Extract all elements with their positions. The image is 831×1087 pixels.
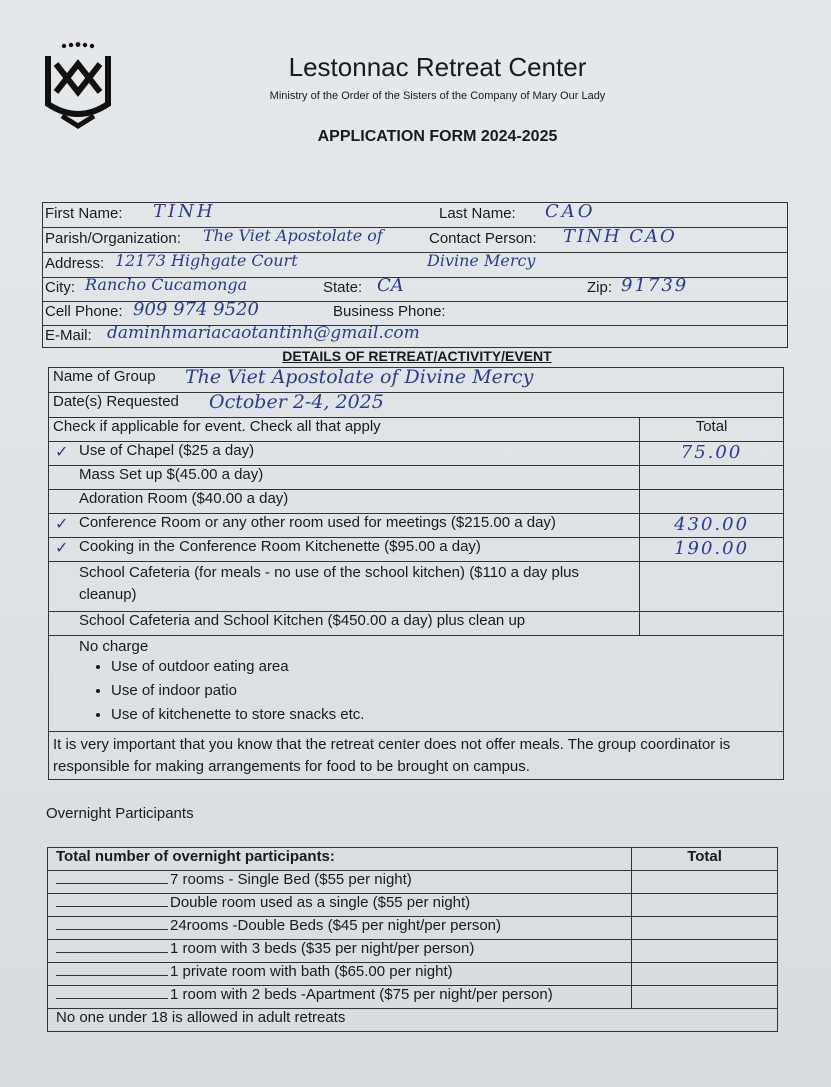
contact-person-label: Contact Person: (429, 230, 537, 247)
last-name-label: Last Name: (439, 205, 516, 222)
count-blank[interactable] (56, 917, 168, 930)
table-row (48, 871, 778, 894)
room-total-cell[interactable] (632, 963, 778, 986)
room-total-cell[interactable] (632, 917, 778, 940)
item-row (49, 612, 784, 636)
room-option-label: 1 room with 3 beds ($35 per night/per person) (170, 940, 475, 957)
email-label: E-Mail: (45, 327, 92, 344)
item-row (49, 490, 784, 514)
cell-phone-field[interactable]: 909 974 9520 (133, 299, 259, 320)
overnight-header-row (48, 848, 778, 871)
last-name-field[interactable]: CAO (545, 201, 596, 222)
age-notice-row (48, 1009, 778, 1032)
item-row (49, 466, 784, 490)
room-option-label: 24rooms -Double Beds ($45 per night/per person) (170, 917, 502, 934)
no-charge-label: No charge (79, 638, 149, 655)
zip-field[interactable]: 91739 (621, 275, 689, 296)
dates-label: Date(s) Requested (53, 393, 179, 410)
age-notice: No one under 18 is allowed in adult retreats (48, 1009, 778, 1032)
center-title: Lestonnac Retreat Center (288, 52, 587, 82)
first-name-label: First Name: (45, 205, 123, 222)
parish-row (43, 228, 787, 253)
item-row (49, 538, 784, 562)
cafeteria-kitchen-total[interactable] (640, 612, 784, 636)
checkmark-icon[interactable]: ✓ (55, 444, 69, 461)
chapel-label: Use of Chapel ($25 a day) (79, 442, 255, 459)
parish-label: Parish/Organization: (45, 230, 181, 247)
email-row (43, 325, 787, 349)
dates-row (49, 393, 784, 418)
room-option-label: 1 private room with bath ($65.00 per night) (170, 963, 453, 980)
item-row (49, 562, 784, 612)
table-row (48, 963, 778, 986)
cafeteria-label: School Cafeteria (for meals - no use of the school kitchen) ($110 a day plus cleanup) (79, 564, 579, 603)
kitchenette-total[interactable]: 190.00 (640, 538, 784, 562)
adoration-room-label: Adoration Room ($40.00 a day) (79, 490, 289, 507)
count-blank[interactable] (56, 963, 168, 976)
address-field[interactable]: 12173 Highgate Court (115, 251, 298, 270)
room-total-cell[interactable] (632, 894, 778, 917)
business-phone-label: Business Phone: (333, 303, 446, 320)
conference-room-label: Conference Room or any other room used for meetings ($215.00 a day) (79, 514, 556, 531)
parish-field[interactable]: The Viet Apostolate of (203, 226, 383, 245)
address-label: Address: (45, 255, 105, 272)
item-row (49, 514, 784, 538)
count-blank[interactable] (56, 894, 168, 907)
item-row (49, 442, 784, 466)
city-field[interactable]: Rancho Cucamonga (85, 275, 248, 294)
room-option-label: Double room used as a single ($55 per night) (170, 894, 471, 911)
cafeteria-kitchen-label: School Cafeteria and School Kitchen ($450.00 a day) plus clean up (79, 612, 526, 629)
table-row (48, 917, 778, 940)
list-item: • Use of indoor patio (111, 679, 779, 703)
overnight-table (47, 847, 778, 1032)
list-item: • Use of kitchenette to store snacks etc. (111, 703, 779, 727)
name-row (43, 203, 787, 228)
contact-info-box (42, 202, 788, 348)
overnight-total-header: Total (632, 848, 778, 871)
table-row (48, 986, 778, 1009)
dates-field[interactable]: October 2-4, 2025 (209, 391, 384, 413)
email-field[interactable]: daminhmariacaotantinh@gmail.com (107, 323, 420, 343)
table-row (48, 894, 778, 917)
no-charge-row (49, 636, 784, 732)
overnight-title: Overnight Participants (46, 805, 194, 822)
lestonnac-logo (38, 42, 118, 132)
notice-row (49, 732, 784, 780)
room-option-label: 1 room with 2 beds -Apartment ($75 per night/per person) (170, 986, 553, 1003)
total-header: Total (640, 418, 784, 442)
details-section-title: DETAILS OF RETREAT/ACTIVITY/EVENT (282, 348, 552, 364)
zip-label: Zip: (587, 279, 613, 296)
room-total-cell[interactable] (632, 871, 778, 894)
group-name-label: Name of Group (53, 368, 156, 385)
checkmark-icon[interactable]: ✓ (55, 516, 69, 533)
count-blank[interactable] (56, 871, 168, 884)
cell-phone-label: Cell Phone: (45, 303, 123, 320)
count-blank[interactable] (56, 940, 168, 953)
city-label: City: (45, 279, 75, 296)
cafeteria-total[interactable] (640, 562, 784, 612)
room-option-label: 7 rooms - Single Bed ($55 per night) (170, 871, 412, 888)
room-total-cell[interactable] (632, 940, 778, 963)
checkmark-icon[interactable]: ✓ (55, 540, 69, 557)
overnight-header: Total number of overnight participants: (48, 848, 632, 871)
form-title: APPLICATION FORM 2024-2025 (317, 128, 558, 145)
room-total-cell[interactable] (632, 986, 778, 1009)
state-field[interactable]: CA (377, 275, 404, 296)
mass-setup-label: Mass Set up $(45.00 a day) (79, 466, 264, 483)
group-name-row (49, 368, 784, 393)
conference-room-total[interactable]: 430.00 (640, 514, 784, 538)
count-blank[interactable] (56, 986, 168, 999)
no-charge-list (79, 655, 779, 727)
group-name-field[interactable]: The Viet Apostolate of Divine Mercy (185, 366, 534, 388)
contact-person-field[interactable]: TINH CAO (563, 226, 677, 247)
mass-setup-total[interactable] (640, 466, 784, 490)
first-name-field[interactable]: TINH (153, 201, 216, 222)
state-label: State: (323, 279, 363, 296)
table-row (48, 940, 778, 963)
center-subtitle: Ministry of the Order of the Sisters of the Company of Mary Our Lady (269, 90, 606, 102)
kitchenette-label: Cooking in the Conference Room Kitchenette ($95.00 a day) (79, 538, 481, 555)
check-instructions: Check if applicable for event. Check all that apply (49, 418, 640, 442)
adoration-room-total[interactable] (640, 490, 784, 514)
parish-continuation: Divine Mercy (427, 251, 536, 270)
list-item: • Use of outdoor eating area (111, 655, 779, 679)
meals-notice: It is very important that you know that the retreat center does not offer meals. The group coordinator is responsible for making arrangements for food to be brought on campus. (49, 732, 784, 780)
chapel-total[interactable]: 75.00 (640, 442, 784, 466)
event-details-table (48, 367, 784, 780)
check-header-row (49, 418, 784, 442)
